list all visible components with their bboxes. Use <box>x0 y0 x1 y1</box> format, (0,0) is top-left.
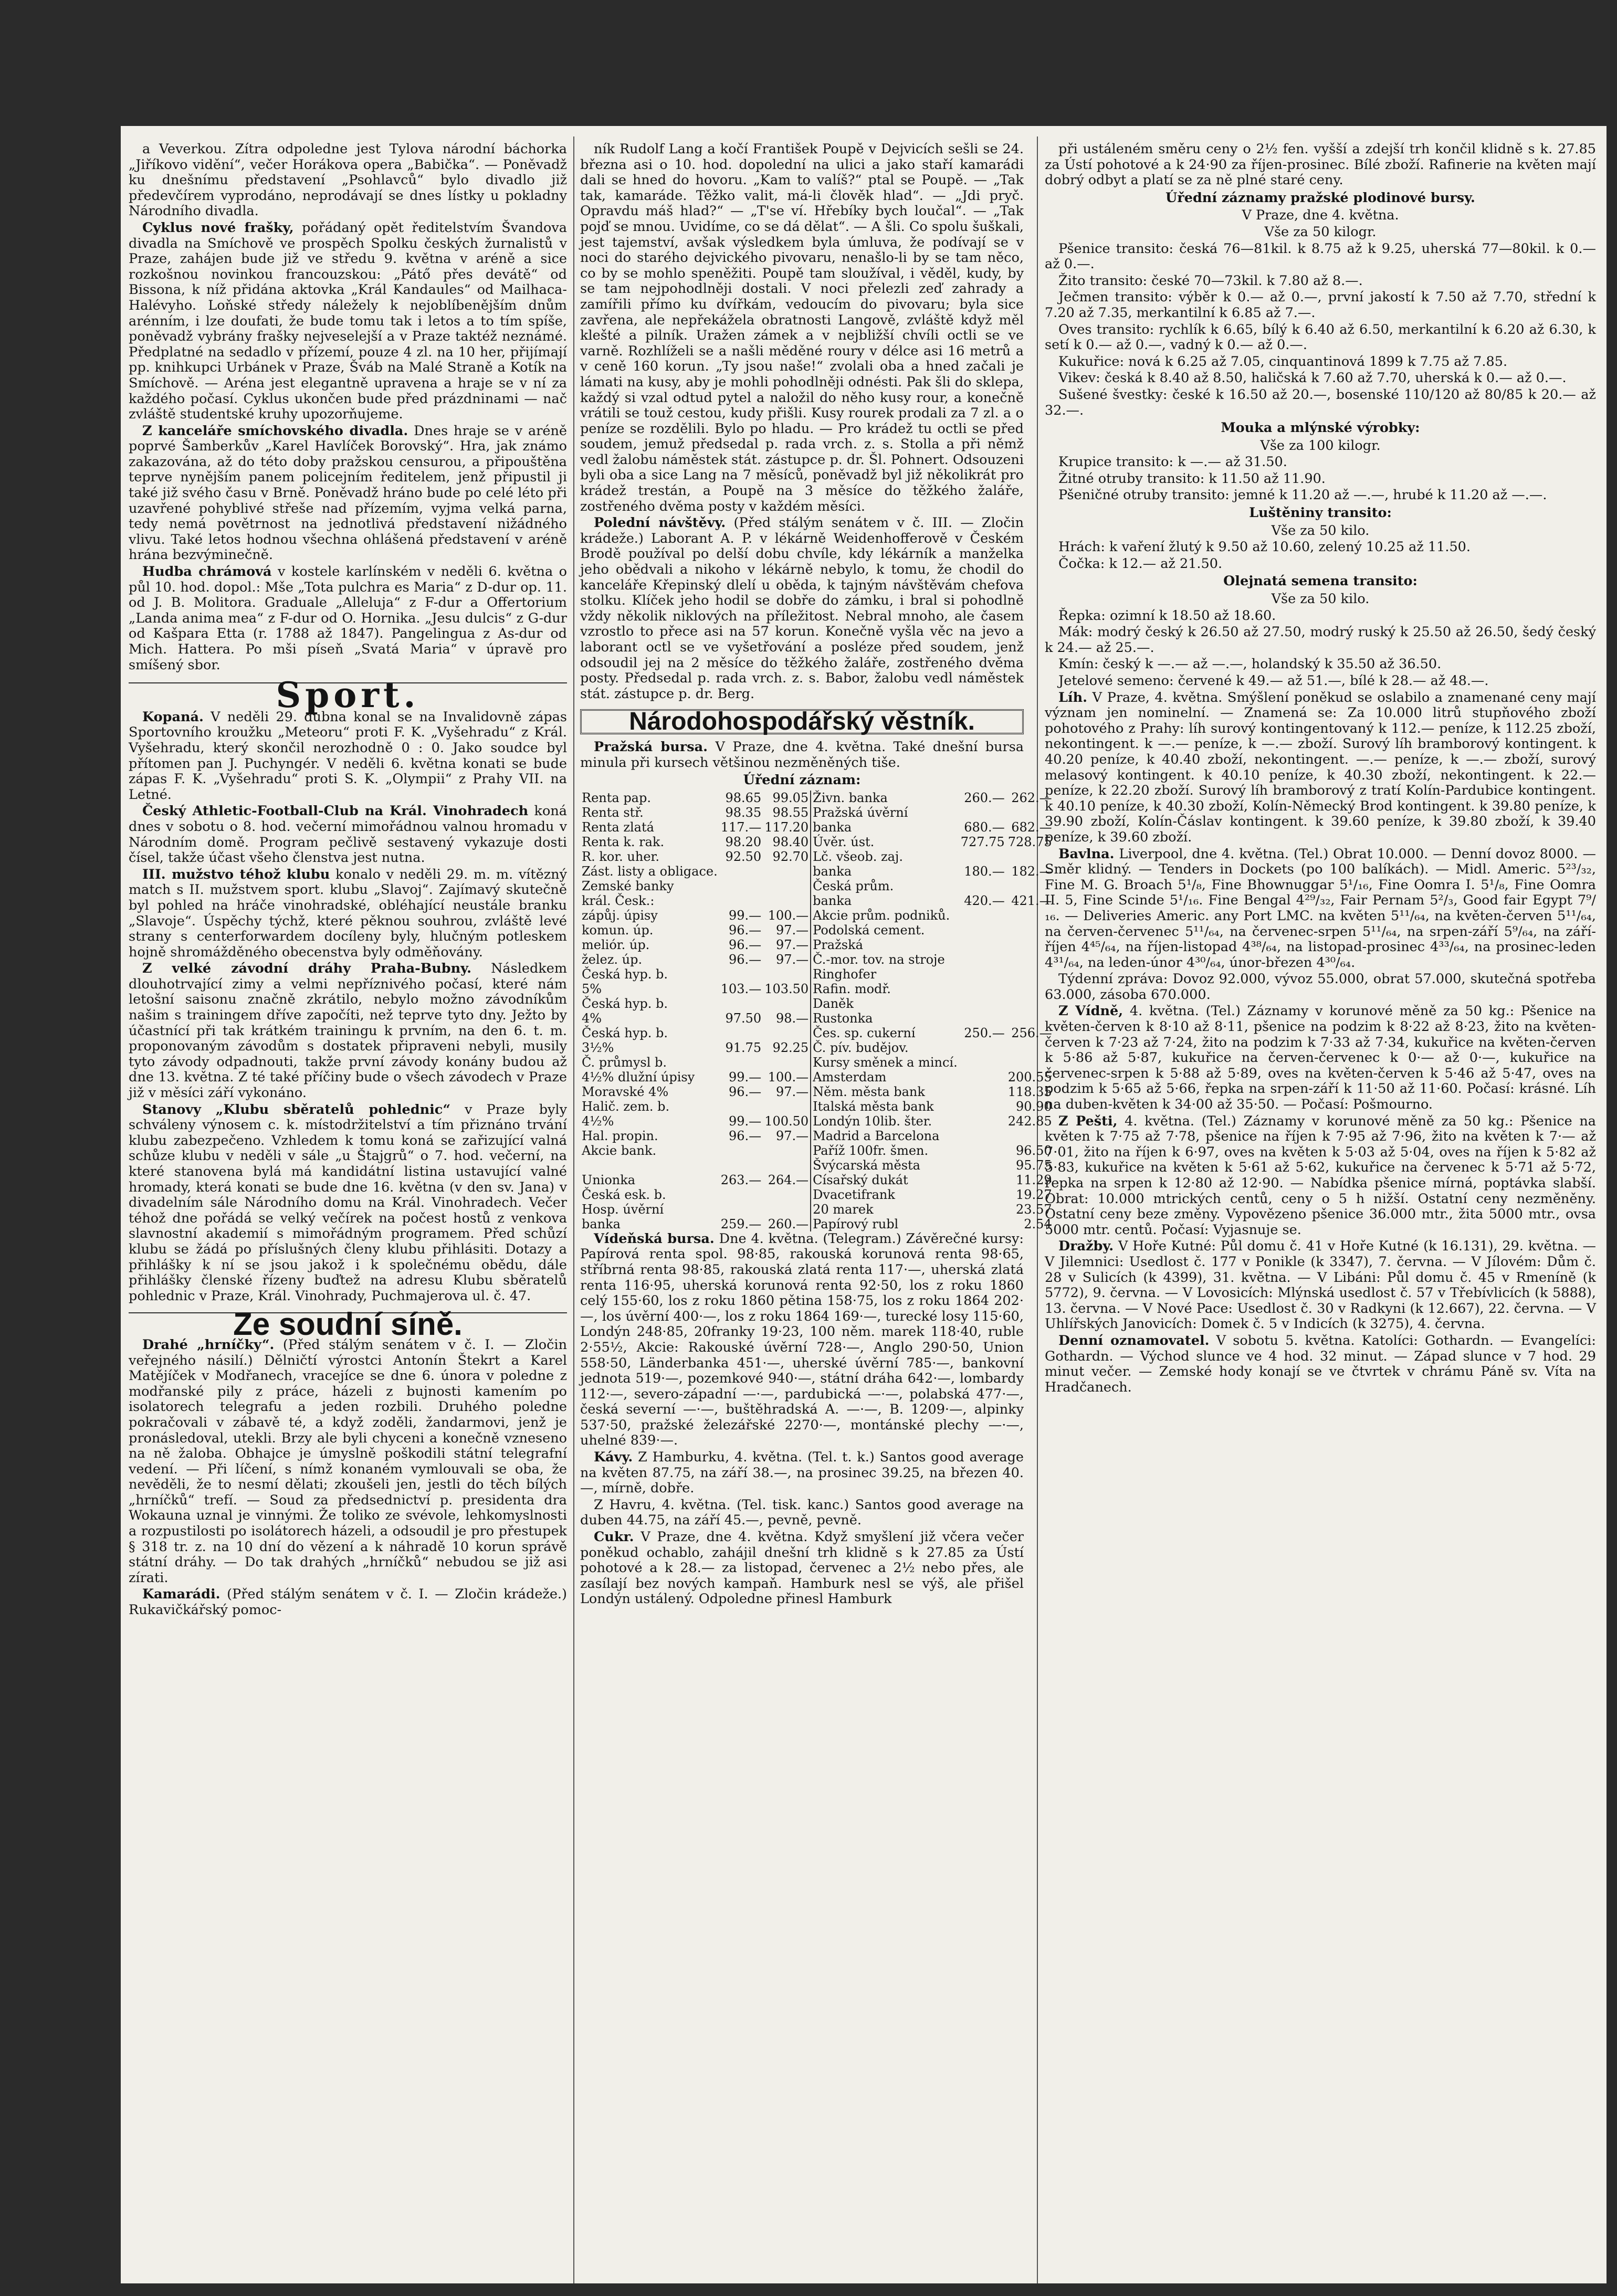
article-paragraph <box>129 961 567 1101</box>
table-row <box>580 1187 1054 1202</box>
unit-note: Vše za 50 kilo. <box>1271 522 1370 539</box>
article-paragraph <box>580 1450 1024 1497</box>
table-cell: Italská města bank <box>811 1099 959 1114</box>
table-cell <box>719 1187 763 1202</box>
section-subheading: Mouka a mlýnské výrobky: <box>1221 420 1420 436</box>
article-heading: Cukr. <box>594 1529 634 1545</box>
article-paragraph: při ustáleném směru ceny o 2½ fen. vyšší a zdejší trh končil klidně s k. 27.85 za Ústí pohotové a k 24·90 za říjen-prosinec. Bílé zboží. Rafinerie na květen mají dobrý odbyt a platí se za ně plné staré ceny. <box>1045 141 1596 188</box>
table-row <box>580 835 1054 849</box>
table-cell: Hal. propin. <box>582 1128 658 1143</box>
table-cell: Pražská úvěrní <box>811 805 959 820</box>
table-cell: Česká hyp. b. <box>582 966 668 982</box>
table-row <box>580 791 1054 805</box>
article-heading: Český Athletic-Football-Club na Král. Vinohradech <box>142 803 529 819</box>
table-cell: Halič. zem. b. <box>582 1099 670 1114</box>
table-cell <box>719 1055 763 1070</box>
table-row <box>580 1129 1054 1143</box>
table-cell: 99.05 <box>772 790 809 805</box>
article-paragraph <box>1045 690 1596 846</box>
table-cell <box>959 1217 1006 1231</box>
article-heading: Líh. <box>1058 689 1088 705</box>
table-cell: 260.— <box>768 1216 809 1231</box>
table-cell: Švýcarská města <box>811 1158 959 1173</box>
table-cell: 99.— <box>729 1113 762 1129</box>
table-row <box>580 982 1054 996</box>
section-subheading: Olejnatá semena transito: <box>1223 573 1418 589</box>
table-cell: 99.— <box>729 908 762 923</box>
table-cell: 90.90 <box>1015 1099 1052 1114</box>
table-cell <box>959 923 1006 938</box>
table-cell: Paříž 100fr. šmen. <box>811 1143 959 1158</box>
article-heading: Polední návštěvy. <box>594 515 726 531</box>
article-paragraph <box>1045 1004 1596 1112</box>
column-1 <box>129 142 567 2283</box>
article-paragraph <box>1045 1114 1596 1238</box>
article-paragraph <box>580 1530 1024 1607</box>
table-cell: Pražská <box>811 938 959 952</box>
table-cell: Moravské 4% <box>582 1084 669 1099</box>
table-cell: 96.— <box>729 922 762 938</box>
table-cell: Něm. města bank <box>811 1084 959 1099</box>
market-line: Oves transito: rychlík k 6.65, bílý k 6.40 až 6.50, merkantilní k 6.20 až 6.30, k setí k 0.— až 0.—, vadný k 0.— až 0.—. <box>1045 321 1596 353</box>
table-row <box>580 1158 1054 1173</box>
table-cell: 98.20 <box>725 834 762 849</box>
article-text: (Před stálým senátem v č. I. — Zločin veřejného násilí.) Dělničtí výrostci Antonín Štekrt a Karel Matějíček v Modřanech, vracejíce se dne 6. února v poledne z modřanské pily z práce, házeli z bujnosti kamením po isolatorech telegrafu a jeden rozbili. Druhého poledne pokračovali v zábavě té, a když zoděli, žandarmovi, jenž je pronásledoval, utekli. Brzy ale byli chyceni a konečně vzneseno na ně žaloba. Obhajce je úmyslně poškodili státní telegrafní vedení. — Při líčení, s nímž konaném vymlouvali se oba, že nevěděli, že to nesmí dělati; zkoušeli jen, jestli do těch bílých „hrníčků“ trefí. — Soud za předsednictví p. presidenta dra Wokauna uznal je vinnými. Že toliko ze svévole, lehkomyslnosti a rozpustilosti po isolátorech házeli, a odsoudil je pro přestupek § 318 tr. z. na 10 dní do vězení a k náhradě 10 korun správě státní dráhy. — Do tak drahých „hrníčků“ nebudou se již asi zírati. <box>129 1336 567 1586</box>
table-cell: Hosp. úvěrní <box>582 1202 664 1217</box>
table-cell <box>719 967 763 982</box>
article-heading: Vídeňská bursa. <box>594 1230 715 1247</box>
table-cell <box>719 879 763 893</box>
table-cell: Unionka <box>582 1172 636 1187</box>
table-row <box>580 923 1054 938</box>
table-cell: Císařský dukát <box>811 1173 959 1187</box>
table-cell: 19.27 <box>1015 1187 1052 1202</box>
table-cell: 98.35 <box>725 805 762 820</box>
table-cell: 92.50 <box>725 849 762 864</box>
table-cell <box>959 849 1006 864</box>
table-cell: 4% <box>582 1010 602 1026</box>
table-cell: 91.75 <box>725 1040 762 1055</box>
article-text: V Praze, 4. května. Smýšlení poněkud se oslabilo a znamenané ceny mají význam jen nominelní. — Znamená se: Za 10.000 litrů stupňového zboží pohotového z Prahy: líh surový kontingentovaný k 112.— peníze, k 112.25 zboží, nekontingent. k —.— peníze, k —.— zboží. Surový líh bramborový kontingent. k 40.20 peníze, k 40.40 zboží, nekontingent. —.— peníze, k —.— zboží, surový melasový kontingent. k 40.10 peníze, k 40.30 zboží, nekontingent. k 22.— peníze, k 22.20 zboží. Surový líh bramborový z tratí Kolín-Pardubice kontingent. k 40.10 peníze, k 40.30 zboží, Kolín-Německý Brod kontingent. k 39.80 peníze, k 39.90 zboží, Kolín-Čáslav kontingent. k 39.60 peníze, k 39.80 zboží, k 39.40 peníze, k 39.60 zboží. <box>1045 689 1596 845</box>
table-cell: Česká hyp. b. <box>582 1025 668 1040</box>
table-cell: 99.— <box>729 1069 762 1084</box>
article-heading: Cyklus nové frašky, <box>142 219 294 236</box>
table-cell: 98.— <box>776 1010 809 1026</box>
table-cell: komun. úp. <box>582 922 654 938</box>
article-heading: Z Pešti, <box>1058 1113 1118 1129</box>
table-cell: 264.— <box>768 1172 809 1187</box>
table-row <box>580 849 1054 864</box>
table-cell: Renta pap. <box>582 790 651 805</box>
column-2 <box>580 141 1052 2283</box>
table-cell: banka <box>811 820 959 835</box>
article-paragraph: a Veverkou. Zítra odpoledne jest Tylova národní báchorka „Jiříkovo vidění“, večer Horákova opera „Babička“. — Poněvadž ku dnešnímu představení „Psohlavců“ bylo divadlo již předevčírem vyprodáno, neprodávají se dnes lístky u pokladny Národního divadla. <box>129 141 567 219</box>
market-line: Pšenice transito: česká 76—81kil. k 8.75 až k 9.25, uherská 77—80kil. k 0.— až 0.—. <box>1045 240 1596 272</box>
article-paragraph <box>129 867 567 961</box>
table-cell: 5% <box>582 981 602 996</box>
table-row <box>580 879 1054 893</box>
table-cell <box>763 1158 811 1173</box>
table-cell <box>959 1173 1006 1187</box>
article-text: (Před stálým senátem v č. I. — Zločin krádeže.) Rukavičkářský pomoc- <box>129 1586 567 1618</box>
table-cell: Rafin. modř. <box>811 982 959 996</box>
table-row <box>580 1040 1054 1055</box>
table-cell: Madrid a Barcelona <box>811 1129 959 1143</box>
table-cell: 4½% <box>582 1113 614 1129</box>
table-cell <box>763 1202 811 1217</box>
section-subheading: Luštěniny transito: <box>1249 505 1392 521</box>
table-row <box>580 1011 1054 1026</box>
article-heading: Dražby. <box>1058 1238 1114 1255</box>
table-cell: Česká esk. b. <box>582 1187 666 1202</box>
article-heading: Pražská bursa. <box>594 739 708 755</box>
article-heading: Denní oznamovatel. <box>1058 1332 1210 1349</box>
table-cell: zápůj. úpisy <box>582 908 658 923</box>
market-line: Kmín: český k —.— až —.—, holandský k 35.50 až 36.50. <box>1058 656 1442 672</box>
table-cell: 97.— <box>776 922 809 938</box>
table-cell <box>959 879 1006 893</box>
article-paragraph <box>129 564 567 673</box>
table-cell: 680.— <box>964 819 1005 835</box>
table-cell: 182.— <box>1011 863 1052 879</box>
article-text: konalo v neděli 29. m. m. vítězný match s II. mužstvem sport. klubu „Slavoj“. Zajímavý skutečně byl pohled na hráče vinohradské, obléhající neustále branku „Slavoje“. Úspěchy týchž, které pěknou souhrou, zvláště levé strany s centerforwardem docíleny byly, hlučným potleskem hojně shromážděného obecenstva byly odměňovány. <box>129 866 567 960</box>
article-heading: Z Vídně, <box>1058 1003 1124 1019</box>
article-text: pořádaný opět ředitelstvím Švandova divadla na Smíchově ve prospěch Spolku českých žurnalistů v Praze, zahájen bude již ve středu 9. května v aréně a sice rozkošnou novinkou francouzskou: „Pátő přes devátě“ od Bissona, k níž přidána aktovka „Král Kandaules“ od Mailhaca-Halévyho. Loňské středy náležely k nejoblíbenějším dnům arénním, i lze doufati, že bude tomu tak i letos a to tím spíše, poněvadž vybrány frašky nejveselejší a v Praze taktéž neznámé. Předplatné na sedadlo v přízemí, pouze 4 zl. na 10 her, přijímají pp. knihkupci Urbánek v Praze, Šváb na Malé Straně a Kotík na Smíchově. — Aréna jest elegantně upravena a hraje se v ní za každého počasí. Cyklus ukončen bude před prázdninami — nač zvláště studentské kruhy upozorňujeme. <box>129 219 567 423</box>
article-text: Dne 4. května. (Telegram.) Závěrečné kursy: Papírová renta spol. 98·85, rakouská korunová renta 98·65, stříbrná renta 98·85, rakouská zlatá renta 117·—, uherská zlatá renta 116·95, uherská korunová renta 92·50, los z roku 1860 celý 155·60, los z roku 1860 pětina 158·75, los z roku 1864 202·—, los úvěrní 400·—, los z roku 1864 169·—, turecké losy 115·60, Londýn 248·85, 20franky 19·23, 100 něm. marek 118·40, ruble 2·55½, Akcie: Rakouské úvěrní 728·—, Anglo 290·50, Union 558·50, Länderbanka 451·—, uherské úvěrní 785·—, bankovní jednota 519·—, pozemkové 940·—, státní dráha 642·—, lombardy 112·—, severo-západní —·—, pardubická —·—, polabská 477·—, česká severní —·—, buštěhradská A. —·—, B. 1209·—, alpinky 537·50, pražské železářské 2270·—, montánské plechy —·—, uhelné 839·—. <box>580 1230 1024 1449</box>
table-cell <box>719 996 763 1011</box>
table-row <box>580 996 1054 1011</box>
table-cell <box>959 1187 1006 1202</box>
table-cell <box>719 864 763 879</box>
market-line: Ječmen transito: výběr k 0.— až 0.—, první jakostí k 7.50 až 7.70, střední k 7.20 až 7.35, merkantilní k 6.85 až 7.—. <box>1045 289 1596 321</box>
table-cell: 118.35 <box>1007 1084 1052 1099</box>
table-cell: 728.75 <box>1007 834 1052 849</box>
article-paragraph <box>129 1587 567 1618</box>
article-heading: Bavlna. <box>1058 846 1115 862</box>
article-paragraph <box>580 515 1024 702</box>
table-cell: Renta k. rak. <box>582 834 665 849</box>
table-cell <box>959 1070 1006 1084</box>
table-cell: 97.— <box>776 1084 809 1099</box>
table-cell: 98.65 <box>725 790 762 805</box>
market-line: Čočka: k 12.— až 21.50. <box>1058 555 1223 572</box>
table-cell <box>959 1084 1006 1099</box>
table-row <box>580 893 1054 908</box>
article-heading: Z velké závodní dráhy Praha-Bubny. <box>142 961 471 977</box>
article-paragraph <box>1045 1239 1596 1332</box>
table-cell: 20 marek <box>811 1202 959 1217</box>
unit-note: Vše za 50 kilogr. <box>1264 224 1377 240</box>
article-heading: Kopaná. <box>142 709 204 725</box>
article-paragraph <box>129 1102 567 1304</box>
market-line: Řepka: ozimní k 18.50 až 18.60. <box>1058 607 1276 624</box>
article-paragraph <box>1045 1333 1596 1395</box>
article-text: (Před stálým senátem v č. III. — Zločin krádeže.) Laborant A. P. v lékárně Weidenhofferově v Českém Brodě používal po delší dobu chvíle, kdy lékárník a manželka jeho obědvali a nikoho v lékárně nebylo, k tomu, že chodil do kanceláře Křepinský dlelí u oběda, k tajným návštěvám chefova stolku. Klíček jeho hodil se dobře do zámku, i bral si pohodlně vždy několik niklových na příležitost. Nebral mnoho, ale časem vzrostlo to přece asi na 57 korun. Konečně vyšla věc na jevo a laborant octl se ve vyšetřování a posléze před soudem, jenž odsoudil jej na 2 měsíce do těžkého žaláře, zostřeného dvěma posty. Předsedal p. rada vrch. z. s. Babor, žalobu vedl náměstek stát. zástupce p. dr. Berg. <box>580 515 1024 702</box>
table-cell: Rustonka <box>811 1011 959 1026</box>
table-cell: Renta zlatá <box>582 819 654 835</box>
table-cell: 97.— <box>776 952 809 967</box>
section-heading-economy: Národohospodářský věstník. <box>580 709 1024 734</box>
table-cell <box>763 893 811 908</box>
article-text: 4. května. (Tel.) Záznamy v korunové měně za 50 kg.: Pšenice na květen-červen k 8·10 až 8·11, pšenice na podzim k 8·22 až 8·23, žito na květen-červen k 7·23 až 7·24, žito na podzim k 7·33 až 7·34, kukuřice na květen-červen k 5·86 až 5·87, kukuřice na červen-červenec k 0·— až 0·—, kukuřice na červenec-srpen k 5·88 až 5·89, oves na květen-červen k 5·46 až 5·47, oves na podzim k 5·65 až 5·66, řepka na srpen-září k 11·50 až 11·60. Počasí: krásné. Líh na duben-květen k 34·00 až 35·50. — Počasí: Pošmourno. <box>1045 1003 1596 1113</box>
table-cell: Zemské banky <box>582 878 674 893</box>
table-cell: Česká prům. <box>811 879 959 893</box>
market-line: Mák: modrý český k 26.50 až 27.50, modrý ruský k 25.50 až 26.50, šedý český k 24.— až 25.—. <box>1045 624 1596 656</box>
dateline: V Praze, dne 4. května. <box>1242 207 1399 224</box>
bursa-table <box>580 791 1054 1231</box>
table-cell: Papírový rubl <box>811 1217 959 1231</box>
table-cell <box>763 996 811 1011</box>
article-text: v kostele karlínském v neděli 6. května o půl 10. hod. dopol.: Mše „Tota pulchra es Maria“ z D-dur op. 11. od J. B. Molitora. Graduale „Alleluja“ z F-dur a Offertorium „Landa anima mea“ z F-dur od O. Hornika. „Jesu dulcis“ z G-dur od Kašpara Etta (r. 1788 až 1847). Pangelingua z As-dur od Mich. Hattera. Po mši píseň „Svatá Maria“ v úpravě pro smíšený sbor. <box>129 564 568 673</box>
table-row <box>580 1143 1054 1158</box>
article-text: V neděli 29. dubna konal se na Invalidovně zápas Sportovního kroužku „Meteoru“ proti F. K. „Vyšehradu“ z Král. Vyšehradu, který skončil nerozhodně 0 : 0. Jako soudce byl přítomen pan J. Puchyngér. V neděli 6. května konati se bude zápas F. K. „Vyšehradu“ proti S. K. „Olympii“ z Prahy VII. na Letné. <box>129 709 567 803</box>
table-cell: 96.— <box>729 952 762 967</box>
table-cell: 23.57 <box>1015 1202 1052 1217</box>
table-cell: 95.75 <box>1015 1157 1052 1173</box>
table-cell <box>959 952 1006 967</box>
article-paragraph: Z Havru, 4. května. (Tel. tisk. kanc.) Santos good average na duben 44.75, na září 45.—, pevně, pevně. <box>580 1497 1024 1529</box>
table-cell <box>763 1143 811 1158</box>
table-row <box>580 1173 1054 1187</box>
table-cell <box>763 864 811 879</box>
table-row <box>580 805 1054 820</box>
article-text: V Hoře Kutné: Půl domu č. 41 v Hoře Kutné (k 16.131), 29. května. — V Jilemnici: Usedlost č. 177 v Ponikle (k 3347), 7. června. — V Jílovém: Dům č. 28 v Sulicích (k 4399), 31. května. — V Libáni: Půl domu č. 45 v Rmeníně (k 5772), 9. června. — V Lovosicích: Mlýnská usedlost č. 57 v Třebívlicích (k 5888), 13. června. — V Nové Pace: Usedlost č. 30 v Radkyni (k 12.667), 22. června. — V Uhlířských Janovicích: Domek č. 5 v Indicích (k 3275), 4. června. <box>1045 1238 1596 1332</box>
table-cell: 100.— <box>768 1069 809 1084</box>
table-cell <box>763 1187 811 1202</box>
table-cell: Amsterdam <box>811 1070 959 1084</box>
section-heading-sport: Sport. <box>129 682 567 703</box>
table-cell <box>959 1040 1006 1055</box>
table-cell: 420.— <box>964 893 1005 908</box>
table-row <box>580 1026 1054 1040</box>
table-cell: 92.25 <box>772 1040 809 1055</box>
article-heading: Kávy. <box>594 1449 633 1466</box>
table-cell: 682.— <box>1011 819 1052 835</box>
article-text: V Praze, dne 4. května. Když smyšlení již včera večer poněkud ochablo, zahájil dnešní trh klidně s k 27.85 za Ústí pohotové a k 28.— za listopad, červenec a 2½ nebo přes, ale zasílají bez nových kampaň. Hamburk nesl se výš, ale přišel Londýn ustálený. Odpoledne přinesl Hamburk <box>580 1529 1024 1607</box>
table-cell <box>959 805 1006 820</box>
table-cell: Daněk <box>811 996 959 1011</box>
table-cell <box>959 1158 1006 1173</box>
article-text: koná dnes v sobotu o 8. hod. večerní mimořádnou valnou hromadu v Národním domě. Program pečlivě sestavený vykazuje dosti čísel, takže účast všeho členstva jest nutna. <box>129 803 567 866</box>
market-line: Žitné otruby transito: k 11.50 až 11.90. <box>1058 470 1326 487</box>
table-cell: Čes. sp. cukerní <box>811 1026 959 1040</box>
table-cell <box>719 1143 763 1158</box>
table-cell: 4½% dlužní úpisy <box>582 1069 695 1084</box>
table-cell: Lč. všeob. zaj. <box>811 849 959 864</box>
unit-note: Vše za 50 kilo. <box>1271 591 1370 607</box>
table-cell: Londýn 10lib. šter. <box>811 1114 959 1129</box>
table-row <box>580 908 1054 923</box>
table-cell: 103.50 <box>764 981 809 996</box>
article-paragraph <box>129 1337 567 1586</box>
market-line: Pšeničné otruby transito: jemné k 11.20 až —.—, hrubé k 11.20 až —.—. <box>1058 487 1547 503</box>
newspaper-page <box>121 126 1606 2283</box>
table-cell: Ringhofer <box>811 967 959 982</box>
article-text: Dnes hraje se v aréně poprvé Šamberkův „Karel Havlíček Borovský“. Hra, jak známo zakazována, až do této doby pražskou censurou, a připouštěna teprve nynějším panem policejním ředitelem, jenž připustil ji také již svého času v Brně. Poněvadž hráno bude po celé léto při uzavřené pohyblivé střeše nad přízemím, vyjma velká parna, tedy nemá povětrnost na jednotlivá představení nižádného vlivu. Také letos hodnou všechna ohlášená představení v aréně hrána bezvýminečně. <box>129 423 567 563</box>
table-cell: R. kor. uher. <box>582 849 659 864</box>
table-cell <box>959 982 1006 996</box>
table-cell <box>763 1055 811 1070</box>
table-cell: 97.50 <box>725 1010 762 1026</box>
article-text: 4. května. (Tel.) Záznamy v korunové měně za 50 kg.: Pšenice na květen k 7·75 až 7·78, pšenice na říjen k 7·95 až 7·96, žito na květen k 7·— až 7·01, žito na říjen k 6·97, oves na květen k 5·03 až 5·04, oves na říjen k 5·82 až 5·83, kukuřice na květen k 5·61 až 5·62, kukuřice na červenec k 5·71 až 5·72, řepka na srpen k 12·80 až 12·90. — Nabídka pšenice mírná, poptávka slabší. Obrat: 10.000 mtrických centů, ceny o 5 h nižší. Ostatní ceny nezměněny. Ostatní ceny beze změny. Vypovězeno pšenice 36.000 mtr., žita 5000 mtr., ovsa 5000 mtr. centů. Počasí: Vyjasnuje se. <box>1045 1113 1596 1238</box>
table-cell: 96.50 <box>1015 1143 1052 1158</box>
table-cell: 97.— <box>776 1128 809 1143</box>
market-line: Žito transito: české 70—73kil. k 7.80 až 8.—. <box>1058 272 1363 289</box>
table-row <box>580 1084 1054 1099</box>
table-cell: Č. pív. budějov. <box>811 1040 959 1055</box>
table-cell: 262.— <box>1011 790 1052 805</box>
table-cell: 92.70 <box>772 849 809 864</box>
article-paragraph <box>129 424 567 563</box>
article-text: Následkem dlouhotrvající zimy a velmi nepříznivého počasí, které nám letošní saisonu značně zkrátilo, nebylo možno závodníkům našim s trainingem dříve započíti, než teprve tyto dny. Ježto by účastnící při tak krátkém trainingu k prvním, na den 6. t. m. proponovaným závodům s dostatek připraveni nebyli, musily tyto závody odpadnouti, takže první závody konány budou až dne 13. května. Z té také příčiny bude o všech závodech v Praze již v měsíci září vykonáno. <box>129 961 567 1101</box>
table-cell: 3½% <box>582 1040 614 1055</box>
table-cell: král. Česk.: <box>582 893 655 908</box>
market-line: Sušené švestky: české k 16.50 až 20.—, bosenské 110/120 až 80/85 k 20.— až 32.—. <box>1045 386 1596 418</box>
table-cell <box>763 879 811 893</box>
table-cell: banka <box>811 893 959 908</box>
table-cell: 100.50 <box>764 1113 809 1129</box>
table-cell: 263.— <box>720 1172 762 1187</box>
article-heading: Kamarádi. <box>142 1586 220 1603</box>
table-cell <box>763 1099 811 1114</box>
table-cell: 180.— <box>964 863 1005 879</box>
table-cell <box>719 893 763 908</box>
column-3 <box>1045 142 1596 2283</box>
table-cell <box>763 1026 811 1040</box>
table-cell: 100.— <box>768 908 809 923</box>
table-cell <box>959 1099 1006 1114</box>
table-cell: meliór. úp. <box>582 937 650 952</box>
table-cell <box>719 1026 763 1040</box>
section-heading-court: Ze soudní síně. <box>129 1312 567 1332</box>
article-paragraph: Týdenní zpráva: Dovoz 92.000, vývoz 55.000, obrat 57.000, skutečná spotřeba 63.000, zásoba 670.000. <box>1045 971 1596 1003</box>
market-line: Vikev: česká k 8.40 až 8.50, haličská k 7.60 až 7.70, uherská k 0.— až 0.—. <box>1058 370 1567 386</box>
table-cell: Podolská cement. <box>811 923 959 938</box>
table-cell <box>719 1158 763 1173</box>
section-subheading: Úřední záznamy pražské plodinové bursy. <box>1166 189 1475 206</box>
article-paragraph <box>580 1231 1024 1449</box>
table-cell: želez. úp. <box>582 952 643 967</box>
table-cell: Akcie bank. <box>582 1143 657 1158</box>
table-cell: 727.75 <box>960 834 1005 849</box>
article-paragraph <box>129 220 567 423</box>
table-cell: 256.— <box>1011 1025 1052 1040</box>
table-cell: 250.— <box>964 1025 1005 1040</box>
table-cell: 200.55 <box>1007 1069 1052 1084</box>
table-row <box>580 938 1054 952</box>
article-text: V Praze, dne 4. května. Také dnešní bursa minula při kursech většinou nezměněných tiše. <box>580 739 1024 771</box>
table-cell: 11.29 <box>1015 1172 1052 1187</box>
table-cell: 103.— <box>720 981 762 996</box>
table-cell <box>959 1114 1006 1129</box>
table-row <box>580 1217 1054 1231</box>
article-paragraph <box>129 804 567 866</box>
table-cell: 97.— <box>776 937 809 952</box>
article-paragraph <box>580 740 1024 771</box>
table-row <box>580 1202 1054 1217</box>
table-cell <box>959 1202 1006 1217</box>
unit-note: Vše za 100 kilogr. <box>1260 437 1381 454</box>
table-cell <box>719 1099 763 1114</box>
table-cell: 259.— <box>720 1216 762 1231</box>
table-cell <box>959 1011 1006 1026</box>
market-line: Jetelové semeno: červené k 49.— až 51.—, bílé k 28.— až 48.—. <box>1058 673 1489 689</box>
table-cell: 96.— <box>729 937 762 952</box>
article-heading: Stanovy „Klubu sběratelů pohlednic“ <box>142 1101 450 1118</box>
table-cell: 98.40 <box>772 834 809 849</box>
table-cell: 117.— <box>720 819 762 835</box>
table-cell <box>959 967 1006 982</box>
table-cell: Zást. listy a obligace. <box>582 863 718 879</box>
article-heading: Drahé „hrníčky“. <box>142 1336 275 1353</box>
article-text: Liverpool, dne 4. května. (Tel.) Obrat 10.000. — Denní dovoz 8000. — Směr klidný. — Tenders in Dockets (po 100 balíkách). — Midl. Americ. 5²³/₃₂, Fine M. G. Broach 5¹/₈, Fine Bhownuggar 5¹/₁₆, Fine Oomra I. 5¹/₈, Fine Oomra II. 5, Fine Scinde 5¹/₁₆. Fine Bengal 4²⁹/₃₂, Fair Pernam 5²/₃, Good fair Egypt 7⁹/₁₆. — Deliveries Americ. any Port LMC. na květen 5¹¹/₆₄, na květen-červen 5¹¹/₆₄, na červen-červenec 5¹¹/₆₄, na červenec-srpen 5¹¹/₆₄, na srpen-září 5⁹/₆₄, na září-říjen 4⁴⁵/₆₄, na říjen-listopad 4³⁸/₆₄, na listopad-prosinec 4³³/₆₄, na prosinec-leden 4³¹/₆₄, na leden-únor 4³⁰/₆₄, únor-březen 4³⁰/₆₄. <box>1045 846 1596 971</box>
table-cell: 96.— <box>729 1128 762 1143</box>
table-row <box>580 1114 1054 1129</box>
table-cell: 98.55 <box>772 805 809 820</box>
table-cell <box>959 908 1006 923</box>
table-cell: Č. průmysl b. <box>582 1055 667 1070</box>
table-cell <box>959 1129 1006 1143</box>
table-cell <box>580 1158 719 1173</box>
table-cell: Česká hyp. b. <box>582 996 668 1011</box>
market-line: Kukuřice: nová k 6.25 až 7.05, cinquantinová 1899 k 7.75 až 7.85. <box>1058 353 1508 370</box>
table-cell <box>959 938 1006 952</box>
table-row <box>580 820 1054 835</box>
table-cell: 421.— <box>1011 893 1052 908</box>
market-line: Krupice transito: k —.— až 31.50. <box>1058 454 1287 470</box>
table-cell: Akcie prům. podniků. <box>811 908 959 923</box>
table-row <box>580 967 1054 982</box>
article-paragraph <box>129 710 567 803</box>
table-row <box>580 1055 1054 1070</box>
article-text: Z Hamburku, 4. května. (Tel. t. k.) Santos good average na květen 87.75, na září 38.—, na prosinec 39.25, na březen 40.—, mírně, dobře. <box>580 1449 1024 1497</box>
table-cell: Renta stř. <box>582 805 644 820</box>
table-cell <box>763 967 811 982</box>
table-row <box>580 952 1054 967</box>
table-row <box>580 864 1054 879</box>
table-cell: Živn. banka <box>811 791 959 805</box>
table-cell: 260.— <box>964 790 1005 805</box>
table-cell: 2.54 <box>1024 1216 1052 1231</box>
table-cell: Kursy směnek a mincí. <box>811 1055 959 1070</box>
article-text: v Praze byly schváleny výnosem c. k. místodržitelství a tím přiznáno trvání klubu zabezpečeno. Vzhledem k tomu koná se zařizující valná schůze klubu v neděli v sále „u Štajgrů“ o 7. hod. večerní, na které stanovena bylá má kandidátní listina ustavující valné hromady, která konati se bude dne 16. května (v den sv. Jana) v divadelním sále Národního domu na Král. Vinohradech. Večer téhož dne pořádá se velký večírek na počest hostů z venkova slavnostní akademií s mimořádným programem. Před schůzí klubu se žádá po příslušných členy klubu přihlásiti. Dotazy a přihlášky k ní se jsou jakož i k společnému obědu, dále přihlášky členské řízeny buďtež na adresu Klubu sběratelů pohlednic v Praze, Král. Vinohrady, Puchmajerova ul. č. 47. <box>129 1101 567 1304</box>
table-cell: Č.-mor. tov. na stroje <box>811 952 959 967</box>
table-cell: 96.— <box>729 1084 762 1099</box>
article-text: V sobotu 5. května. Katolíci: Gothardn. — Evangelíci: Gothardn. — Východ slunce ve 4 hod. 32 minut. — Západ slunce v 7 hod. 29 minut večer. — Zemské hody konají se ve čtvrtek v chrámu Páně sv. Víta na Hradčanech. <box>1045 1332 1596 1395</box>
table-cell <box>959 1143 1006 1158</box>
table-cell: banka <box>811 864 959 879</box>
table-cell: Úvěr. úst. <box>811 835 959 849</box>
table-cell: Dvacetifrank <box>811 1187 959 1202</box>
table-cell <box>959 996 1006 1011</box>
table-cell: banka <box>582 1216 621 1231</box>
table-cell <box>959 1055 1006 1070</box>
article-paragraph: ník Rudolf Lang a kočí František Poupě v Dejvicích sešli se 24. března asi o 10. hod. dopolední na ulici a jako staří kamarádi dali se hned do hovoru. „Kam to valíš?“ ptal se Poupě. — „Tak tak, kamaráde. Těžko valit, má-li člověk hlad“. — „Jdi pryč. Opravdu máš hlad?“ — „T'se ví. Hřebíky bych loučal“. — „Tak pojď se mnou. Uvidíme, co se dá dělat“. — A šli. Co spolu šuškali, jest tajemství, avšak výsledkem byla úmluva, že podívají se v noci do starého dejvického pivovaru, nenašlo-li by se tam něco, co by se mohlo speněžiti. Poupě tam sloužíval, i věděl, kudy, by se tam nejpohodlněji dostali. V noci přelezli zeď zahrady a zamířili přímo ku dvířkám, vedoucím do pivovaru; byla sice zavřena, ale nepřekážela obratnosti Langově, zvláště když měl klešté a pilník. Uražen zámek a v nejbližší chvíli octli se ve varně. Rozhlíželi se a našli měděné roury v délce asi 16 metrů a v ceně 160 korun. „Ty jsou naše!“ zvolali oba a hned začali je lámati na kusy, aby je mohli pohodlněji odnésti. Pak šli do sklepa, každý si vzal odtud pytel a naložil do něho kusy rour, a konečně vrátili se touž cestou, kudy přišli. Kusy rourek prodali za 7 zl. a o peníze se rozdělili. Bylo po hladu. — Pro krádež tu octli se před soudem, jemuž předsedal p. rada vrch. z. s. Stolla a při němž vedl žalobu náměstek stát. zástupce p. dr. Šl. Pohnert. Odsouzeni byli oba a sice Lang na 7 měsíců, poněvadž byl již několikrát pro krádež trestán, a Poupě na 3 měsíce do těžkého žaláře, zostřeného dvěma posty v každém měsíci. <box>580 141 1024 514</box>
table-row <box>580 1099 1054 1114</box>
article-heading: III. mužstvo téhož klubu <box>142 866 330 882</box>
table-cell: 117.20 <box>764 819 809 835</box>
article-paragraph <box>1045 847 1596 971</box>
market-line: Hrách: k vaření žlutý k 9.50 až 10.60, zelený 10.25 až 11.50. <box>1058 539 1471 555</box>
table-cell <box>719 1202 763 1217</box>
table-cell: 242.85 <box>1007 1113 1052 1129</box>
table-title: Úřední záznam: <box>743 772 861 788</box>
column-rule <box>573 136 574 2283</box>
article-heading: Z kanceláře smíchovského divadla. <box>142 423 408 439</box>
table-row <box>580 1070 1054 1084</box>
article-heading: Hudba chrámová <box>142 564 272 580</box>
